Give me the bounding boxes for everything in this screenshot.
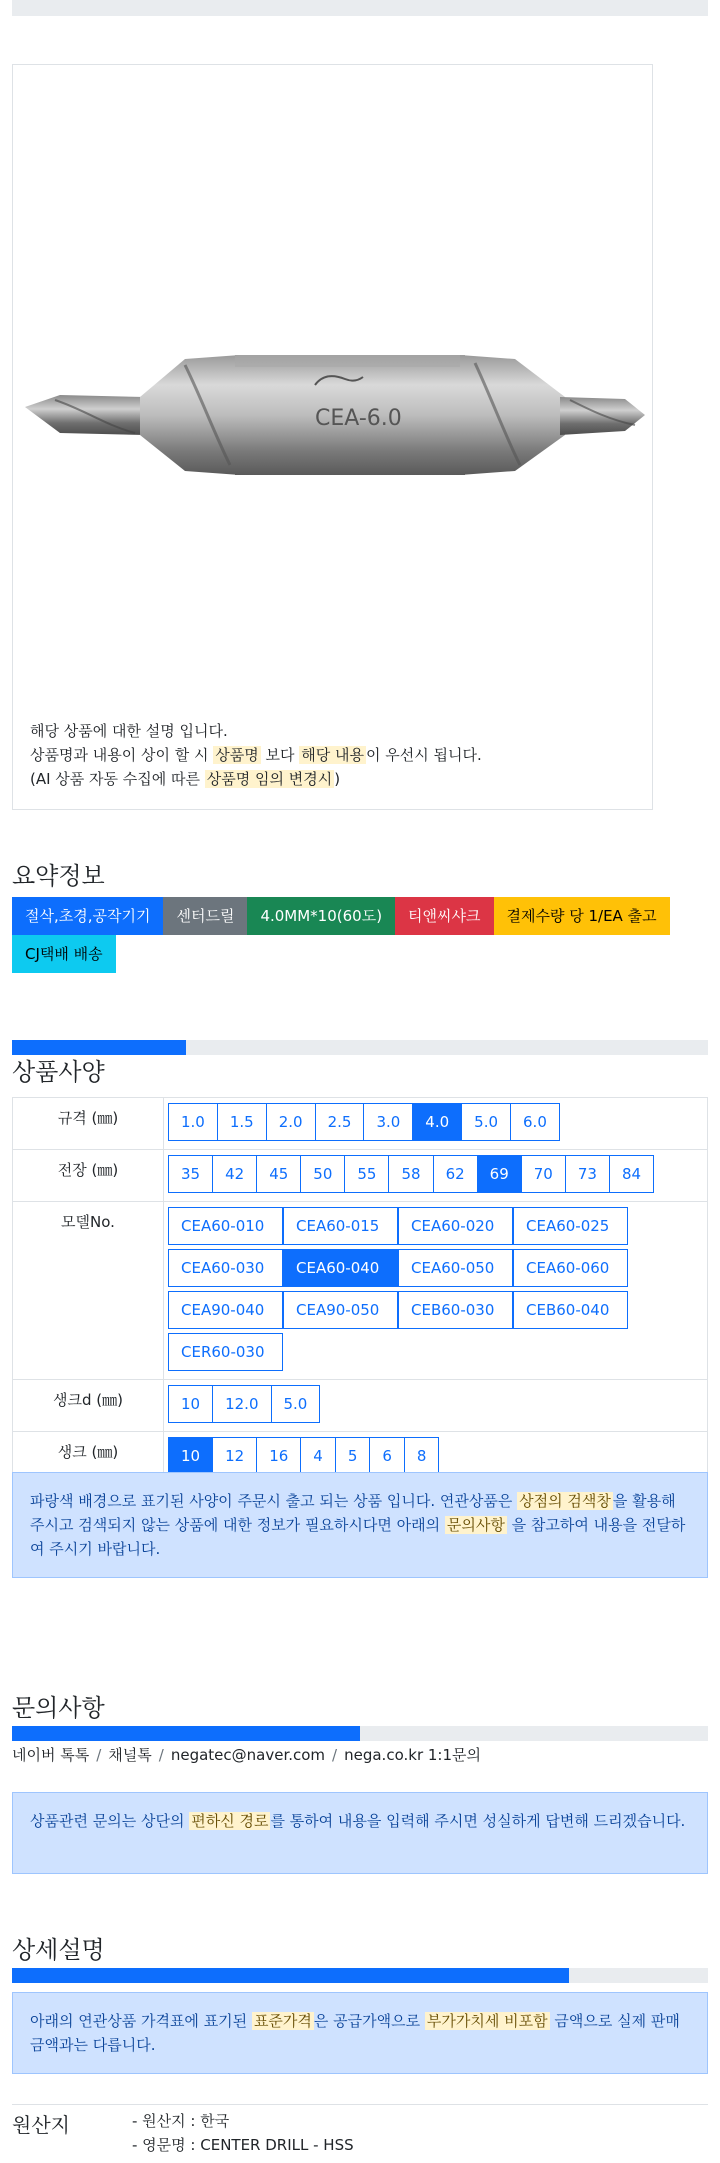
size-option-button[interactable]: 2.5	[315, 1103, 365, 1141]
shank-d-option-button[interactable]: 5.0	[271, 1385, 321, 1423]
origin-label: 원산지	[12, 2113, 70, 2137]
origin-section	[12, 2104, 708, 2154]
desc-text: 이 우선시 됩니다.	[365, 746, 482, 764]
detail-progress	[12, 1968, 708, 1983]
model-option-button[interactable]: CEA90-050	[283, 1291, 398, 1329]
length-option-button[interactable]: 45	[256, 1155, 301, 1193]
length-option-button[interactable]: 55	[344, 1155, 389, 1193]
model-option-button[interactable]: CEA60-025	[513, 1207, 628, 1245]
highlight-route: 편하신 경로	[191, 1812, 269, 1830]
spec-row-length	[13, 1150, 708, 1202]
shank-option-button[interactable]: 4	[300, 1437, 336, 1475]
detail-progress-fill	[12, 1968, 569, 1983]
breadcrumb	[12, 1744, 481, 1765]
notice-text: 은 공급가액으로	[313, 2012, 425, 2030]
highlight-vat: 부가가치세 비포함	[426, 2012, 548, 2030]
summary-badge: 티앤씨샤크	[395, 897, 493, 935]
desc-line-1: 해당 상품에 대한 설명 입니다.	[30, 722, 228, 740]
highlight-inquiry: 문의사항	[446, 1516, 505, 1534]
model-option-button[interactable]: CEA60-040	[283, 1249, 398, 1287]
breadcrumb-separator: /	[96, 1746, 102, 1764]
model-option-button[interactable]: CEA60-020	[398, 1207, 513, 1245]
summary-badge: 4.0MM*10(60도)	[247, 897, 395, 935]
product-image-card	[12, 64, 653, 810]
desc-text: 보다	[260, 746, 300, 764]
top-bar	[12, 0, 708, 16]
shank-option-button[interactable]: 8	[404, 1437, 440, 1475]
center-drill-image	[25, 315, 645, 515]
shank-option-button[interactable]: 10	[168, 1437, 213, 1475]
shank-option-button[interactable]: 5	[335, 1437, 371, 1475]
model-option-button[interactable]: CEA60-030	[168, 1249, 283, 1287]
model-option-button[interactable]: CER60-030	[168, 1333, 283, 1371]
breadcrumb-separator: /	[158, 1746, 164, 1764]
notice-text: 아래의 연관상품 가격표에 표기된	[30, 2012, 252, 2030]
detail-title: 상세설명	[12, 1936, 105, 1964]
size-options	[168, 1103, 703, 1145]
notice-text: 를 통하여 내용을 입력해 주시면 성실하게 답변해 드리겠습니다.	[270, 1812, 686, 1830]
model-option-button[interactable]: CEB60-030	[398, 1291, 513, 1329]
model-option-button[interactable]: CEA60-015	[283, 1207, 398, 1245]
desc-line-2	[30, 743, 482, 767]
notice-text: 을 활용해 주시고 검색되지 않는 상품에 대한 정보가 필요하시다면 아래의	[30, 1492, 676, 1534]
notice-text: 파랑색 배경으로 표기된 사양이 주문시 출고 되는 상품 입니다. 연관상품은	[30, 1492, 518, 1510]
desc-text: (AI 상품 자동 수집에 따른	[30, 770, 205, 788]
length-option-button[interactable]: 84	[609, 1155, 654, 1193]
notice-text: 금액으로 실제 판매금액과는 다릅니다.	[30, 2012, 680, 2054]
length-option-button[interactable]: 58	[388, 1155, 433, 1193]
length-option-button[interactable]: 69	[477, 1155, 522, 1193]
inquiry-notice	[12, 1792, 708, 1874]
spec-row-size	[13, 1098, 708, 1150]
spec-label: 생크d (㎜)	[13, 1380, 164, 1432]
size-option-button[interactable]: 2.0	[266, 1103, 316, 1141]
breadcrumb-item[interactable]: 네이버 톡톡	[12, 1746, 90, 1764]
length-options	[168, 1155, 703, 1197]
origin-values	[132, 2109, 354, 2157]
spec-label: 전장 (㎜)	[13, 1150, 164, 1202]
breadcrumb-item[interactable]: nega.co.kr 1:1문의	[344, 1746, 481, 1764]
summary-badge: 센터드릴	[163, 897, 247, 935]
length-option-button[interactable]: 42	[212, 1155, 257, 1193]
length-option-button[interactable]: 62	[433, 1155, 478, 1193]
length-option-button[interactable]: 35	[168, 1155, 213, 1193]
shank-option-button[interactable]: 6	[369, 1437, 405, 1475]
model-option-button[interactable]: CEA90-040	[168, 1291, 283, 1329]
highlight-search: 상점의 검색창	[519, 1492, 611, 1510]
origin-country: - 원산지 : 한국	[132, 2112, 230, 2130]
highlight-rename: 상품명 임의 변경시	[206, 770, 333, 788]
spec-label: 규격 (㎜)	[13, 1098, 164, 1150]
model-option-button[interactable]: CEA60-060	[513, 1249, 628, 1287]
product-description	[30, 719, 482, 791]
highlight-standard-price: 표준가격	[253, 2012, 312, 2030]
shank-d-option-button[interactable]: 12.0	[212, 1385, 271, 1423]
origin-english-name: - 영문명 : CENTER DRILL - HSS	[132, 2136, 354, 2154]
summary-badges	[12, 897, 708, 973]
notice-text: 상품관련 문의는 상단의	[30, 1812, 190, 1830]
size-option-button[interactable]: 5.0	[461, 1103, 511, 1141]
spec-notice	[12, 1472, 708, 1578]
size-option-button[interactable]: 3.0	[363, 1103, 413, 1141]
breadcrumb-item[interactable]: 채널톡	[108, 1746, 152, 1764]
size-option-button[interactable]: 1.0	[168, 1103, 218, 1141]
size-option-button[interactable]: 6.0	[510, 1103, 560, 1141]
inquiry-progress-fill	[12, 1726, 360, 1741]
shank-d-options	[168, 1385, 703, 1427]
breadcrumb-separator: /	[332, 1746, 338, 1764]
size-option-button[interactable]: 4.0	[412, 1103, 462, 1141]
inquiry-progress	[12, 1726, 708, 1741]
summary-badge: CJ택배 배송	[12, 935, 116, 973]
spec-title: 상품사양	[12, 1058, 105, 1086]
shank-option-button[interactable]: 12	[212, 1437, 257, 1475]
model-option-button[interactable]: CEA60-010	[168, 1207, 283, 1245]
summary-badge: 절삭,초경,공작기기	[12, 897, 163, 935]
detail-notice	[12, 1992, 708, 2074]
shank-option-button[interactable]: 16	[256, 1437, 301, 1475]
spec-row-model	[13, 1202, 708, 1380]
model-option-button[interactable]: CEB60-040	[513, 1291, 628, 1329]
summary-badge: 결제수량 당 1/EA 출고	[494, 897, 670, 935]
spec-row-shank-d	[13, 1380, 708, 1432]
desc-line-3	[30, 767, 482, 791]
desc-text: )	[334, 770, 341, 788]
length-option-button[interactable]: 50	[300, 1155, 345, 1193]
highlight-content: 해당 내용	[301, 746, 364, 764]
size-option-button[interactable]: 1.5	[217, 1103, 267, 1141]
spec-label: 생크 (㎜)	[13, 1432, 164, 1484]
spec-progress	[12, 1040, 708, 1055]
spec-label: 모델No.	[13, 1202, 164, 1380]
desc-text: 상품명과 내용이 상이 할 시	[30, 746, 214, 764]
length-option-button[interactable]: 70	[521, 1155, 566, 1193]
notice-text: 을 참고하여 내용을 전달하여 주시기 바랍니다.	[30, 1516, 686, 1558]
shank-d-option-button[interactable]: 10	[168, 1385, 213, 1423]
model-options	[168, 1207, 638, 1375]
drill-engraving: CEA-6.0	[315, 406, 402, 431]
spec-table	[12, 1097, 708, 1484]
highlight-product-name: 상품명	[215, 746, 259, 764]
inquiry-title: 문의사항	[12, 1694, 105, 1722]
summary-title: 요약정보	[12, 862, 105, 890]
breadcrumb-item[interactable]: negatec@naver.com	[170, 1746, 326, 1764]
model-option-button[interactable]: CEA60-050	[398, 1249, 513, 1287]
length-option-button[interactable]: 73	[565, 1155, 610, 1193]
